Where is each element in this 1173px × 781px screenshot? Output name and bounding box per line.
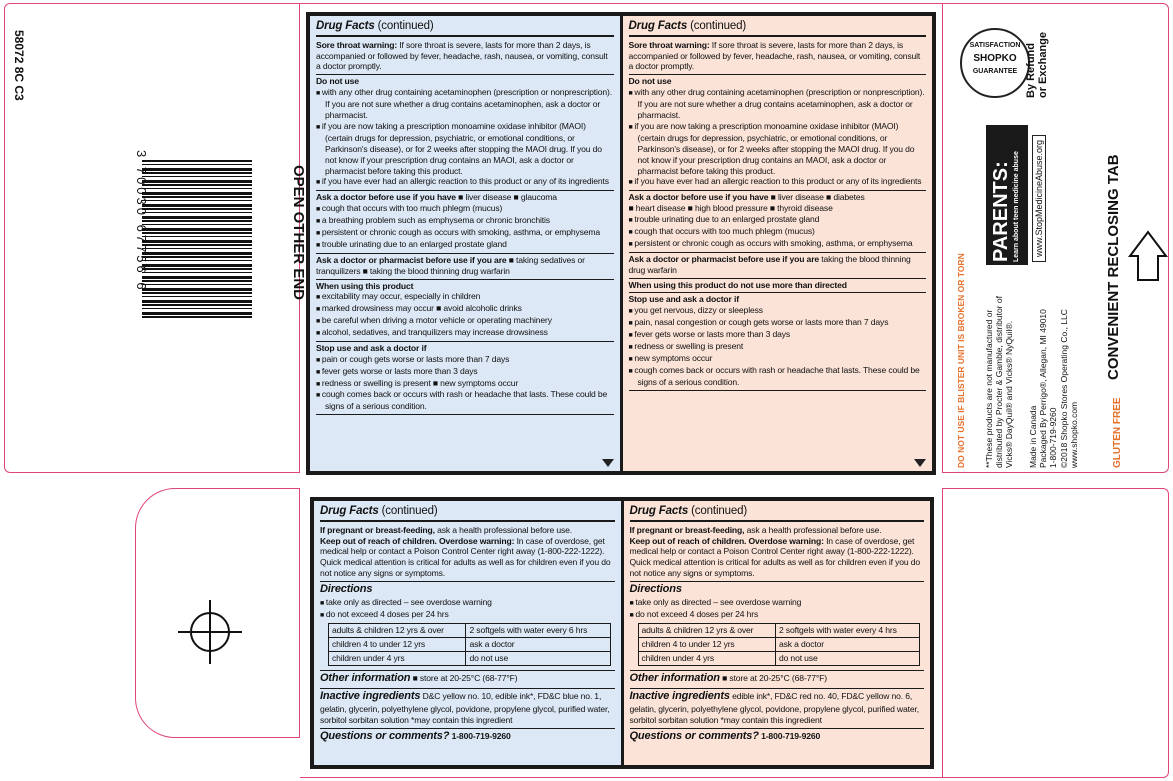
continue-arrow-icon: [914, 459, 926, 467]
parents-url: www.StopMedicineAbuse.org: [1032, 135, 1046, 262]
trademark-note: **These products are not manufactured or distributed by Procter & Gamble, distributor of Vicks® DayQuil® and Vicks® NyQuil®.: [984, 296, 1015, 468]
top-left-column: Drug Facts (continued) Sore throat warning: If sore throat is severe, lasts for more than 2 days, is accompanied or followed by fever, headache, rash, nausea, or vomiting, consult a doctor promptly. Do not use ■ with any other drug containing acetaminophen (prescription or nonprescription). If you are not sure whether a drug contains acetaminophen, ask a doctor or pharmacist. ■ if you are now taking a prescription monoamine oxidase inhibitor (MAOI) (certain drugs for depression, psychiatric, or emotional conditions, or Parkinson's disease), or for 2 weeks after stopping the MAOI drug. If you do not know if your prescription drug contains an MAOI, ask a doctor or pharmacist before taking this product. ■ if you have ever had an allergic reaction to this product or any of its ingredients Ask a doctor before use if you have ■ liver disease ■ glaucoma ■ cough that occurs with too much phlegm (mucus) ■ a breathing problem such as emphysema or chronic bronchitis ■ persistent or chronic cough as occurs with smoking, asthma, or emphysema ■ trouble urinating due to an enlarged prostate gland Ask a doctor or pharmacist before use if you are ■ taking sedatives or tranquilizers ■ taking the blood thinning drug warfarin When using this product ■ excitability may occur, especially in children ■ marked drowsiness may occur ■ avoid alcoholic drinks ■ be careful when driving a motor vehicle or operating machinery ■ alcohol, sedatives, and tranquilizers may increase drowsiness Stop use and ask a doctor if ■ pain or cough gets worse or lasts more than 7 days ■ fever gets worse or lasts more than 3 days ■ redness or swelling is present ■ new symptoms occur ■ cough comes back or occurs with rash or headache that lasts. These could be signs of a serious condition.: [310, 16, 623, 471]
manufacturer-info: Made in Canada Packaged By Perrigo®, Allegan, MI 49010 1-800-719-9260 ©2018 Shopko Stores Operating Co., LLC www.shopko.com: [1028, 309, 1079, 468]
open-other-end: OPEN OTHER END: [290, 165, 307, 301]
blister-warning: DO NOT USE IF BLISTER UNIT IS BROKEN OR TORN: [956, 253, 966, 468]
reclosing-tab-label: CONVENIENT RECLOSING TAB: [1105, 154, 1122, 380]
bottom-left-column: Drug Facts (continued) If pregnant or breast-feeding, ask a health professional before use. Keep out of reach of children. Overdose warning: In case of overdose, get medical help or contact a Poison Control Center right away (1-800-222-1222). Quick medical attention is critical for adults as well as for children even if you do not notice any signs or symptoms. Directions ■ take only as directed – see overdose warning ■ do not exceed 4 doses per 24 hrs adults & children 12 yrs & over 2 softgels with water every 6 hrs children 4 to under 12 yrs ask a doctor children under 4 yrs do not use Other information ■ store at 20-25°C (68-77°F) Inactive ingredients D&C yellow no. 10, edible ink*, FD&C blue no. 1, gelatin, glycerin, polyethylene glycol, povidone, propylene glycol, purified water, sorbitol sorbitan solution *may contain this ingredient Questions or comments? 1-800-719-9260: [314, 501, 624, 765]
drug-facts-top-panel: [306, 12, 936, 475]
barcode: [142, 160, 252, 320]
registration-mark: [178, 600, 242, 664]
top-right-column: Drug Facts (continued) Sore throat warning: If sore throat is severe, lasts for more than 2 days, is accompanied or followed by fever, headache, rash, nausea, or vomiting, consult a doctor promptly. Do not use ■ with any other drug containing acetaminophen (prescription or nonprescription). If you are not sure whether a drug contains acetaminophen, ask a doctor or pharmacist. ■ if you are now taking a prescription monoamine oxidase inhibitor (MAOI) (certain drugs for depression, psychiatric, or emotional conditions, or Parkinson's disease), or for 2 weeks after stopping the MAOI drug. If you do not know if your prescription drug contains an MAOI, ask a doctor or pharmacist before taking this product. ■ if you have ever had an allergic reaction to this product or any of its ingredients Ask a doctor before use if you have ■ liver disease ■ diabetes ■ heart disease ■ high blood pressure ■ thyroid disease ■ trouble urinating due to an enlarged prostate gland ■ cough that occurs with too much phlegm (mucus) ■ persistent or chronic cough as occurs with smoking, asthma, or emphysema Ask a doctor or pharmacist before use if you are taking the blood thinning drug warfarin When using this product do not use more than directed Stop use and ask a doctor if ■ you get nervous, dizzy or sleepless ■ pain, nasal congestion or cough gets worse or lasts more than 7 days ■ fever gets worse or lasts more than 3 days ■ redness or swelling is present ■ new symptoms occur ■ cough comes back or occurs with rash or headache that lasts. These could be signs of a serious condition.: [623, 16, 933, 471]
barcode-number: 3 70030 67756 6: [134, 150, 149, 293]
parents-text: PARENTS: Learn about teen medicine abuse: [990, 151, 1020, 262]
arrow-icon: [1128, 230, 1168, 282]
continue-arrow-icon: [602, 459, 614, 467]
refund-text: By Refund or Exchange: [1025, 31, 1050, 98]
panel-header: Drug Facts (continued): [316, 19, 614, 37]
satisfaction-seal: SATISFACTION SHOPKO GUARANTEE: [960, 28, 1030, 98]
right-bottom-dieline: [942, 488, 1169, 778]
drug-facts-bottom-panel: [310, 497, 934, 769]
bottom-right-column: Drug Facts (continued) If pregnant or breast-feeding, ask a health professional before use. Keep out of reach of children. Overdose warning: In case of overdose, get medical help or contact a Poison Control Center right away (1-800-222-1222). Quick medical attention is critical for adults as well as for children even if you do not notice any signs or symptoms. Directions ■ take only as directed – see overdose warning ■ do not exceed 4 doses per 24 hrs adults & children 12 yrs & over 2 softgels with water every 4 hrs children 4 to under 12 yrs ask a doctor children under 4 yrs do not use Other information ■ store at 20-25°C (68-77°F) Inactive ingredients edible ink*, FD&C red no. 40, FD&C yellow no. 6, gelatin, glycerin, polyethylene glycol, povidone, propylene glycol, purified water, sorbitol sorbitan solution *may contain this ingredient Questions or comments? 1-800-719-9260: [624, 501, 931, 765]
gluten-free: GLUTEN FREE: [1112, 397, 1123, 468]
dosage-table: adults & children 12 yrs & over 2 softgels with water every 6 hrs children 4 to under 12 yrs ask a doctor children under 4 yrs do not use: [328, 623, 611, 666]
panel-code: 58072 8C C3: [12, 30, 26, 101]
